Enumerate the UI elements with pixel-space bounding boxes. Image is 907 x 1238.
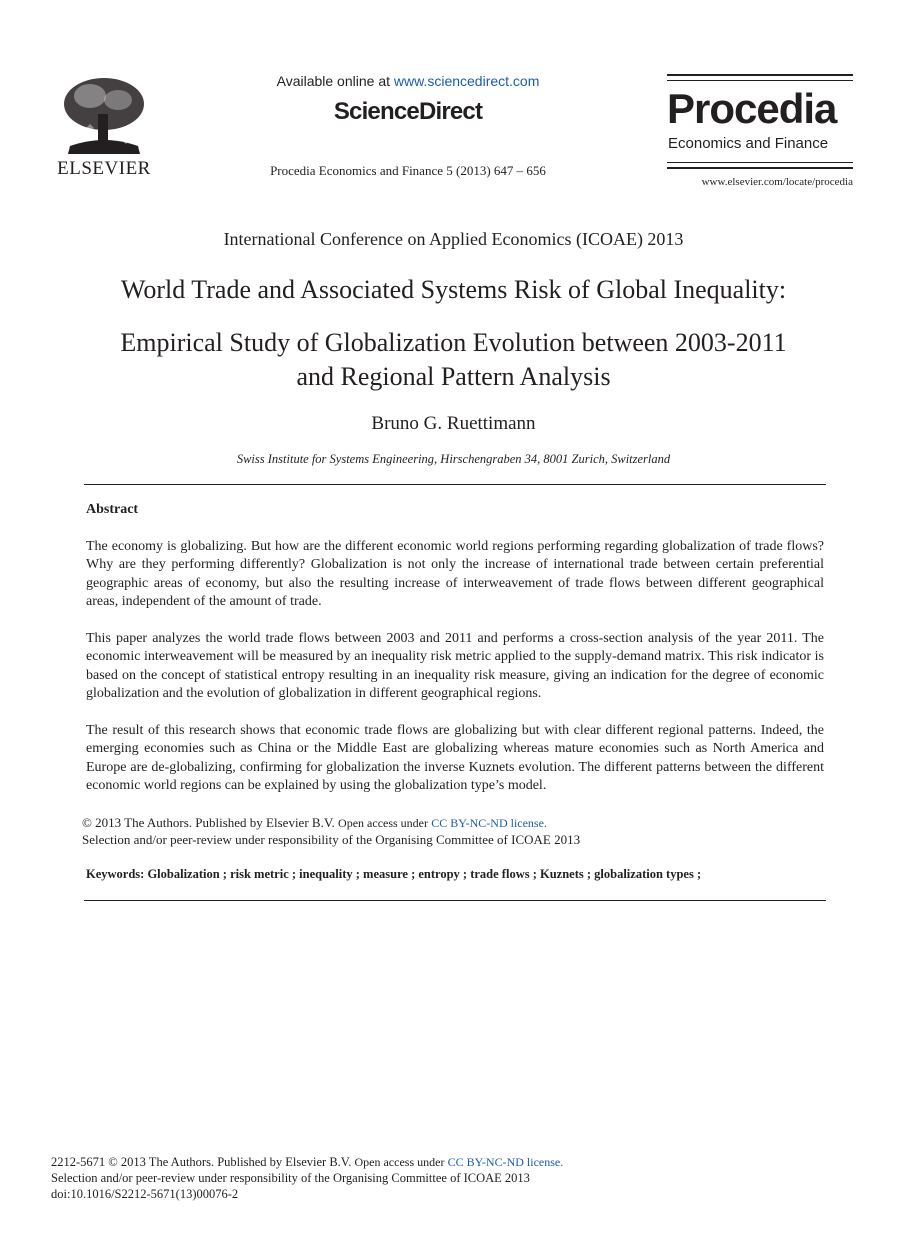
elsevier-logo bbox=[56, 74, 152, 178]
procedia-url[interactable]: www.elsevier.com/locate/procedia bbox=[701, 176, 853, 188]
author-affiliation: Swiss Institute for Systems Engineering, Hirschengraben 34, 8001 Zurich, Switzerland bbox=[236, 452, 671, 466]
sciencedirect-logo: ScienceDirect bbox=[333, 98, 483, 125]
journal-reference: Procedia Economics and Finance 5 (2013) 647 – 656 bbox=[270, 163, 546, 178]
footer-copyright bbox=[51, 1154, 851, 1170]
abstract-heading: Abstract bbox=[86, 502, 139, 517]
abstract-paragraph-2: This paper analyzes the world trade flows between 2003 and 2011 and performs a cross-section analysis of the year 2011. The economic interweavement will be measured by an inequality risk metric applied to the supply-demand matrix. This risk indicator is based on the concept of statistical entropy resulting in an inequality risk measure, giving an indication for the degree of economic globalization and the evolution of globalization in different geographical regions. bbox=[86, 631, 824, 702]
paper-subtitle-line-1: Empirical Study of Globalization Evolution between 2003-2011 bbox=[120, 328, 787, 357]
keywords: Keywords: Globalization ; risk metric ; inequality ; measure ; entropy ; trade flows ; Kuznets ; globalization types ; bbox=[86, 867, 702, 881]
procedia-rule-bottom-thin bbox=[667, 162, 853, 163]
elsevier-tree-icon bbox=[60, 74, 148, 158]
open-access-text: Open access under bbox=[338, 816, 429, 830]
paper-title: World Trade and Associated Systems Risk of Global Inequality: bbox=[120, 275, 787, 304]
divider-bottom bbox=[84, 900, 826, 901]
footer-peer-review: Selection and/or peer-review under responsibility of the Organising Committee of ICOAE 2013 bbox=[51, 1171, 530, 1185]
peer-review-line: Selection and/or peer-review under responsibility of the Organising Committee of ICOAE 2013 bbox=[82, 832, 581, 847]
paper-subtitle bbox=[60, 326, 847, 394]
available-online-prefix: Available online at bbox=[276, 73, 390, 89]
procedia-subtitle: Economics and Finance bbox=[668, 135, 829, 152]
abstract-paragraph-1: The economy is globalizing. But how are the different economic world regions performing regarding globalization of trade flows? Why are they performing differently? Globalization is not only the increase of international trade between certain preferential geographic areas of economy, but also the resulting increase of interweavement of trade flows between different geographical areas, independent of the amount of trade. bbox=[86, 539, 824, 610]
procedia-logo-block bbox=[667, 74, 853, 192]
footer-doi[interactable]: doi:10.1016/S2212-5671(13)00076-2 bbox=[51, 1187, 239, 1201]
procedia-rule-top-thin bbox=[667, 80, 853, 81]
procedia-logo: Procedia bbox=[667, 85, 837, 132]
conference-name: International Conference on Applied Economics (ICOAE) 2013 bbox=[223, 229, 684, 249]
available-online bbox=[250, 73, 566, 89]
license-link[interactable]: CC BY-NC-ND license. bbox=[431, 816, 547, 830]
copyright-line bbox=[82, 814, 826, 832]
procedia-rule-top bbox=[667, 74, 853, 76]
footer-issn-copyright: 2212-5671 © 2013 The Authors. Published by Elsevier B.V. bbox=[51, 1155, 352, 1169]
footer-open-access: Open access under bbox=[354, 1155, 445, 1169]
divider-top bbox=[84, 484, 826, 485]
footer-license-link[interactable]: CC BY-NC-ND license. bbox=[447, 1155, 564, 1169]
paper-subtitle-line-2: and Regional Pattern Analysis bbox=[296, 362, 611, 391]
abstract-paragraph-3: The result of this research shows that economic trade flows are globalizing but with clear different regional patterns. Indeed, the emerging economies such as China or the Middle East are globalizing whereas mature economies such as North America and Europe are de-globalizing, confirming for globalization the inverse Kuznets evolution. The different patterns between the different economic world regions can be explained by using the globalization type’s model. bbox=[86, 723, 824, 794]
elsevier-wordmark: ELSEVIER bbox=[57, 158, 151, 179]
copyright-text: © 2013 The Authors. Published by Elsevier B.V. bbox=[82, 815, 335, 830]
author-name: Bruno G. Ruettimann bbox=[371, 413, 536, 434]
procedia-rule-bottom bbox=[667, 167, 853, 169]
sciencedirect-link[interactable]: www.sciencedirect.com bbox=[393, 73, 540, 89]
